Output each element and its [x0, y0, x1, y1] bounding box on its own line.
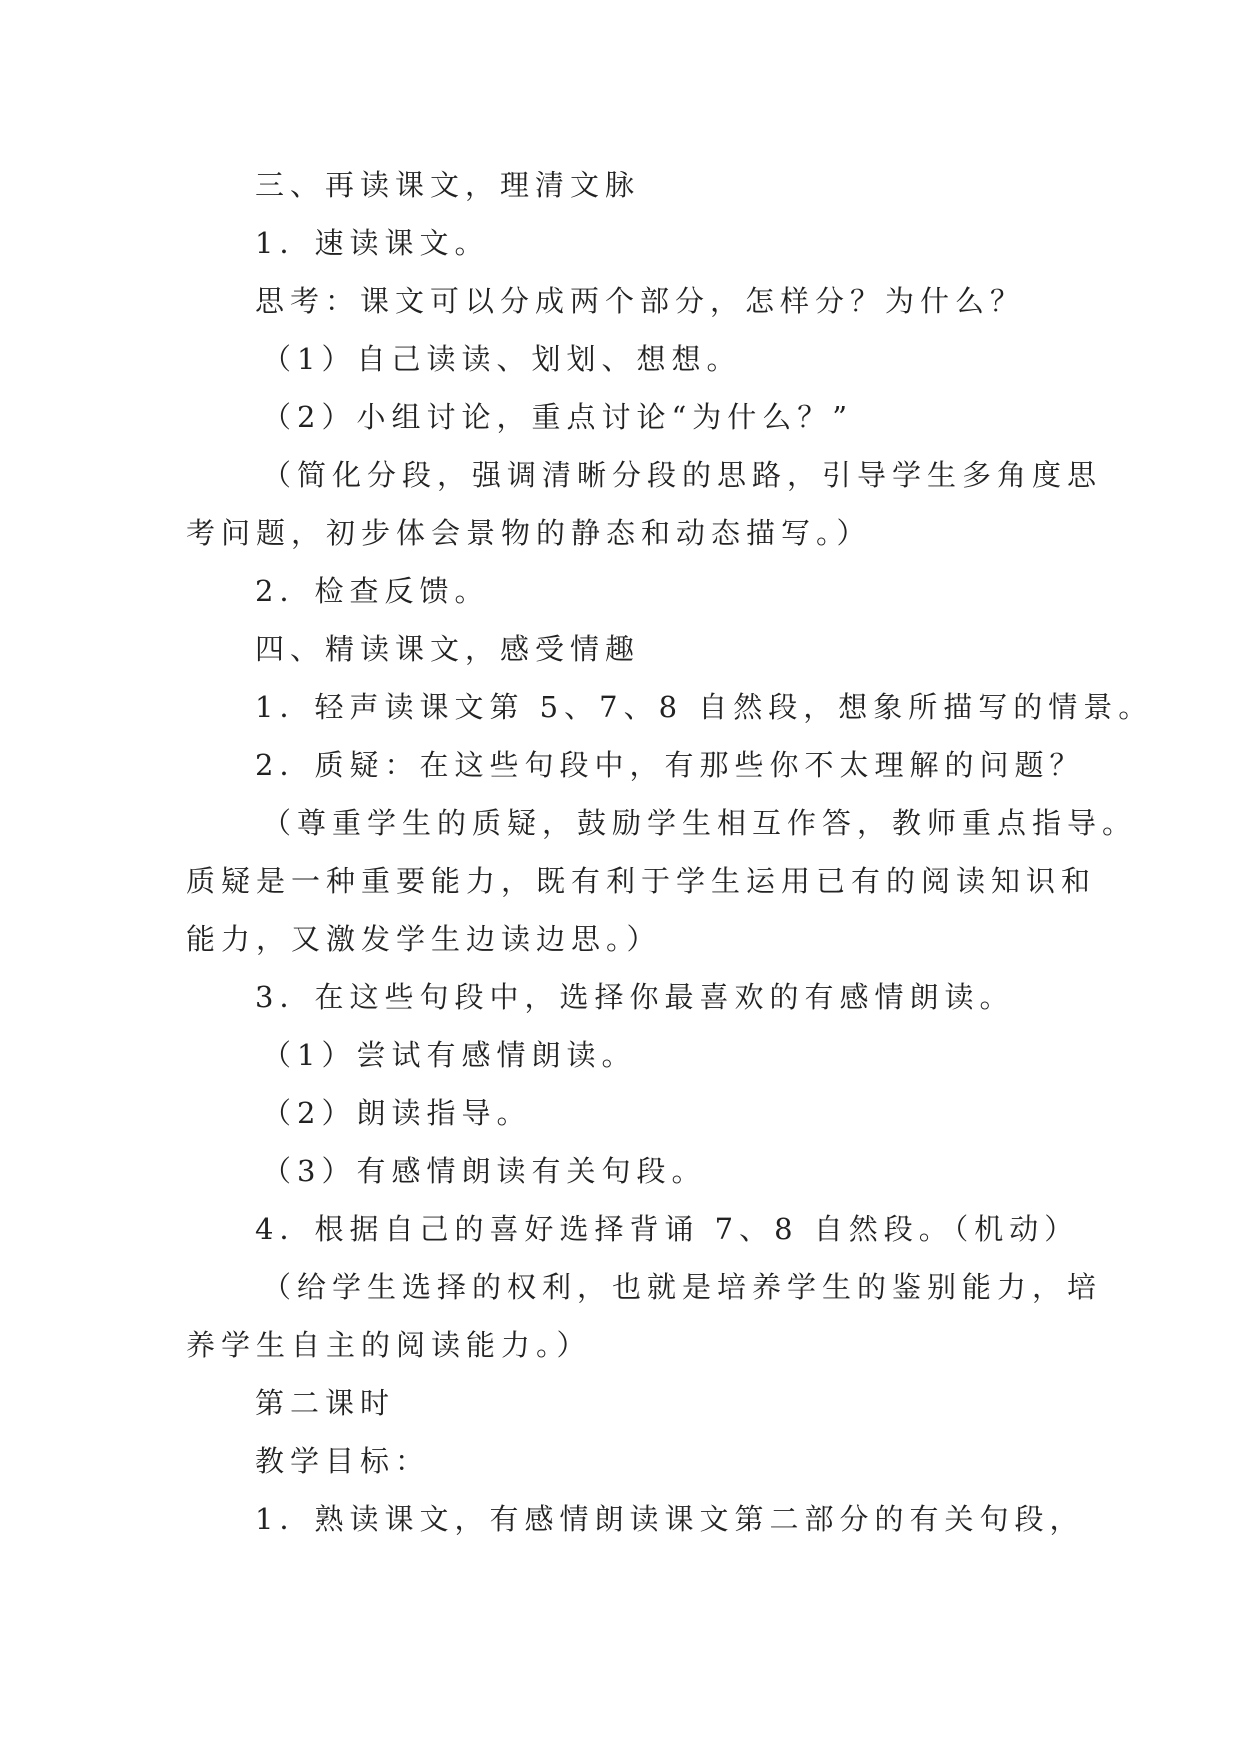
think-question: 思考：课文可以分成两个部分，怎样分？为什么？	[255, 284, 1026, 318]
section-heading-reread: 三、再读课文，理清文脉	[255, 168, 641, 202]
substep-self-read: （1）自己读读、划划、想想。	[262, 342, 742, 376]
note-choice-line2: 养学生自主的阅读能力。）	[186, 1328, 592, 1362]
goal-one: 1．熟读课文，有感情朗读课文第二部分的有关句段，	[255, 1502, 1085, 1536]
step-soft-read: 1．轻声读课文第 5、7、8 自然段，想象所描写的情景。	[255, 690, 1154, 724]
substep-group-discuss: （2）小组讨论，重点讨论“为什么？”	[262, 400, 854, 434]
step-speed-read: 1．速读课文。	[255, 226, 490, 260]
note-respect-line3: 能力，又激发学生边读边思。）	[186, 922, 662, 956]
teaching-goals-heading: 教学目标：	[255, 1444, 431, 1478]
note-respect-line1: （尊重学生的质疑，鼓励学生相互作答，教师重点指导。	[262, 806, 1138, 840]
step-question: 2．质疑：在这些句段中，有那些你不太理解的问题？	[255, 748, 1085, 782]
note-choice-line1: （给学生选择的权利，也就是培养学生的鉴别能力，培	[262, 1270, 1103, 1304]
note-respect-line2: 质疑是一种重要能力，既有利于学生运用已有的阅读知识和	[186, 864, 1097, 898]
substep-read-sentences: （3）有感情朗读有关句段。	[262, 1154, 707, 1188]
step-check-feedback: 2．检查反馈。	[255, 574, 490, 608]
section-heading-intensive-read: 四、精读课文，感受情趣	[255, 632, 641, 666]
step-recite: 4．根据自己的喜好选择背诵 7、8 自然段。（机动）	[255, 1212, 1080, 1246]
substep-read-guidance: （2）朗读指导。	[262, 1096, 532, 1130]
step-choose-favorite: 3．在这些句段中，选择你最喜欢的有感情朗读。	[255, 980, 1015, 1014]
note-simplify-line1: （简化分段，强调清晰分段的思路，引导学生多角度思	[262, 458, 1103, 492]
substep-try-read: （1）尝试有感情朗读。	[262, 1038, 637, 1072]
lesson-two-heading: 第二课时	[255, 1386, 396, 1420]
note-simplify-line2: 考问题，初步体会景物的静态和动态描写。）	[186, 516, 872, 550]
